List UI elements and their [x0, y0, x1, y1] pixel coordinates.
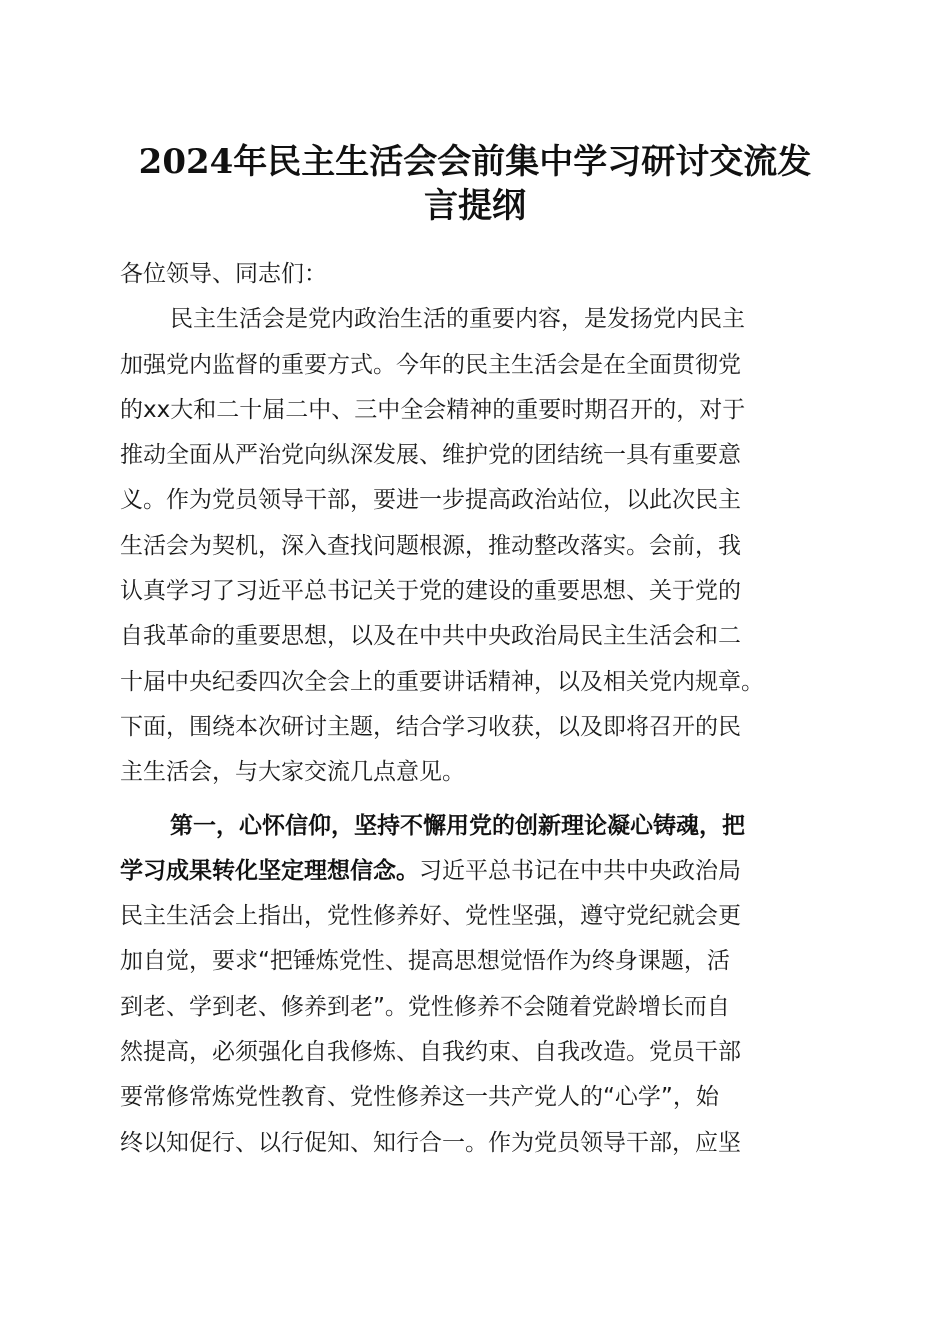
paragraph-1-line: 下面，围绕本次研讨主题，结合学习收获，以及即将召开的民	[120, 713, 741, 740]
paragraph-1-line: 的xx大和二十届二中、三中全会精神的重要时期召开的，对于	[120, 396, 746, 423]
paragraph-1-line: 推动全面从严治党向纵深发展、维护党的团结统一具有重要意	[120, 442, 741, 469]
section-heading-tail: 学习成果转化坚定理想信念。	[120, 857, 419, 884]
salutation: 各位领导、同志们：	[120, 261, 327, 287]
paragraph-1-line: 义。作为党员领导干部，要进一步提高政治站位，以此次民主	[120, 487, 741, 514]
document-body	[120, 252, 855, 1166]
paragraph-2-line: 然提高，必须强化自我修炼、自我约束、自我改造。党员干部	[120, 1039, 741, 1066]
title-line-2: 言提纲	[424, 186, 526, 226]
paragraph-2-line	[120, 849, 855, 894]
paragraph-2-line: 到老、学到老、修养到老”。党性修养不会随着党龄增长而自	[120, 993, 730, 1020]
document-title	[100, 140, 850, 228]
paragraph-2-line: 要常修常炼党性教育、党性修养这一共产党人的“心学”，始	[120, 1084, 719, 1111]
paragraph-gap	[120, 796, 855, 804]
paragraph-1-line: 民主生活会是党内政治生活的重要内容，是发扬党内民主	[170, 306, 745, 333]
paragraph-2-line: 终以知促行、以行促知、知行合一。作为党员领导干部，应坚	[120, 1129, 741, 1156]
paragraph-1-line: 认真学习了习近平总书记关于党的建设的重要思想、关于党的	[120, 578, 741, 605]
paragraph-1-line: 生活会为契机，深入查找问题根源，推动整改落实。会前，我	[120, 532, 741, 559]
paragraph-1-line: 十届中央纪委四次全会上的重要讲话精神，以及相关党内规章。	[120, 668, 764, 695]
paragraph-1-line: 加强党内监督的重要方式。今年的民主生活会是在全面贯彻党	[120, 351, 741, 378]
paragraph-2-line: 加自觉，要求“把锤炼党性、提高思想觉悟作为终身课题，活	[120, 948, 730, 975]
title-line-1: 2024年民主生活会会前集中学习研讨交流发	[138, 142, 812, 182]
section-heading-line: 第一，心怀信仰，坚持不懈用党的创新理论凝心铸魂，把	[170, 812, 745, 839]
paragraph-1-line: 自我革命的重要思想，以及在中共中央政治局民主生活会和二	[120, 623, 741, 650]
paragraph-1-line: 主生活会，与大家交流几点意见。	[120, 759, 465, 786]
paragraph-2-text: 习近平总书记在中共中央政治局	[419, 857, 741, 884]
paragraph-2-line: 民主生活会上指出，党性修养好、党性坚强，遵守党纪就会更	[120, 903, 741, 930]
